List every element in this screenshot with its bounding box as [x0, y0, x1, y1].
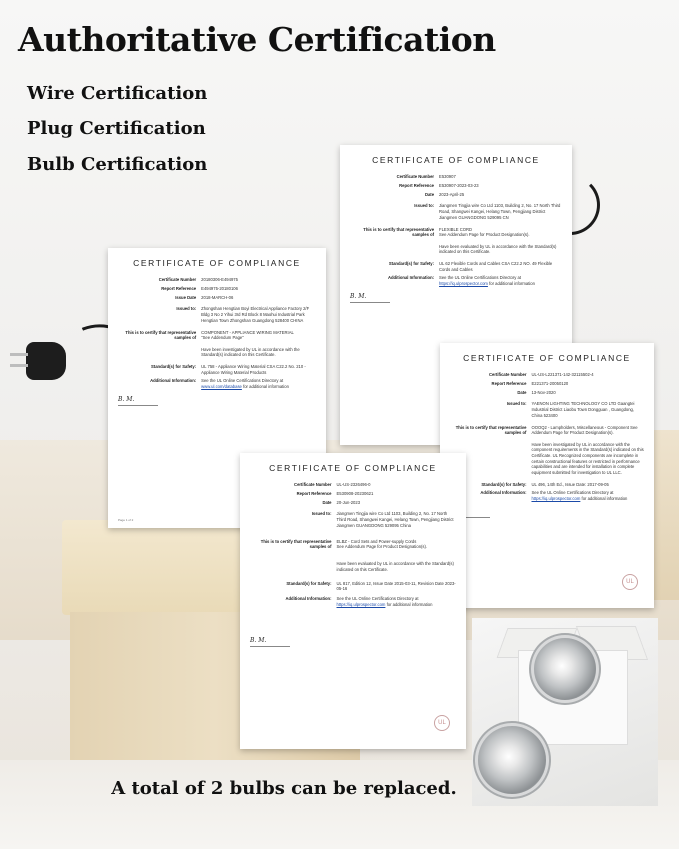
cert-report-label: Report Reference: [399, 183, 435, 189]
cert-standards: UL 496, 14th Ed., Issue Date: 2017-09-05: [531, 481, 609, 487]
cert-issued: Zhongshan Hengtian Boyi Electrical Appliance Factory 2/F Bldg 3 No 2 Yihui 3rd Rd Block 8 Maohui Industrial Park Hengtian Town Zhongshan Guangdong 528400 CHINA: [201, 306, 310, 323]
cert-evaluated: Have been evaluated by UL in accordance with the Standard(s) indicated on this Certificate.: [336, 561, 454, 572]
cert-issued-label: Issued to:: [311, 511, 332, 517]
cert-number-label: Certificate Number: [158, 277, 197, 283]
cert-additional-label: Additional Information:: [480, 490, 527, 496]
cert-product: OOOQ2 - Lampholders, Miscellaneous - Component See Addendum Page for Product Designation(s).: [531, 424, 638, 436]
page-number: Page 1 of 2: [118, 517, 134, 522]
cert-product: ELBZ - Cord Sets and Power-supply Cords: [336, 538, 417, 544]
cert-issued-label: Issued to:: [176, 306, 197, 312]
cert-certify-label: This is to certify that representative samples of: [260, 538, 332, 550]
cert-additional-tail: for additional information: [581, 495, 628, 501]
cert-date: 2018-MARCH-06: [201, 294, 234, 300]
certificate-heading: CERTIFICATE OF COMPLIANCE: [463, 353, 631, 363]
cert-number: 20180306-E494975: [201, 277, 238, 283]
signature: [450, 508, 644, 518]
cert-link[interactable]: www.ul.com/database: [201, 383, 242, 389]
cert-report-label: Report Reference: [296, 491, 332, 497]
cert-standards-label: Standard(s) for Safety:: [151, 363, 197, 369]
cert-additional-label: Additional Information:: [285, 595, 332, 601]
cert-link[interactable]: https://iq.ulprospector.com: [439, 280, 488, 286]
cert-link[interactable]: https://iq.ulprospector.com: [336, 601, 386, 607]
cert-report: E221371-20050120: [531, 381, 569, 387]
cert-additional: See the UL Online Certifications Directory at: [531, 490, 614, 496]
cert-report-label: Report Reference: [161, 286, 197, 292]
cert-additional: See the UL Online Certifications Directory at: [336, 595, 419, 601]
cert-report: E530908-20230621: [336, 491, 374, 497]
cert-additional-label: Additional Information:: [387, 275, 435, 281]
cert-certify-label: This is to certify that representative samples of: [455, 424, 527, 436]
cert-additional-label: Additional Information:: [150, 378, 197, 384]
cert-standards-label: Standard(s) for Safety:: [481, 481, 527, 487]
certificate-heading: CERTIFICATE OF COMPLIANCE: [133, 258, 301, 268]
cert-date: 2023-April-25: [439, 191, 465, 197]
cert-date-label: Date: [424, 191, 435, 197]
cert-date-label: Issue Date: [175, 294, 197, 300]
bottom-tagline: A total of 2 bulbs can be replaced.: [111, 778, 457, 799]
cert-product: COMPONENT - APPLIANCE WIRING MATERIAL: [201, 329, 294, 335]
cert-issued-label: Issued to:: [506, 401, 527, 407]
cert-evaluated: Have been evaluated by UL in accordance with the Standard(s) indicated on this Certificate.: [439, 243, 557, 255]
cert-number-label: Certificate Number: [489, 372, 527, 378]
cert-date: 20-Jun-2023: [336, 499, 361, 505]
ul-mark-icon: UL: [434, 715, 450, 731]
cert-product-note: "See Addendum Page": [201, 335, 244, 341]
cert-standards: UL 817, Edition 12, Issue Date 2015-03-11, Revision Date 2023-05-16: [336, 580, 456, 592]
ul-mark-icon: UL: [622, 574, 638, 590]
cert-issued-label: Issued to:: [414, 203, 435, 209]
cert-evaluated: Have been investigated by UL in accordance with the Standard(s) indicated on this Certificate.: [201, 346, 300, 358]
cert-number-label: Certificate Number: [294, 482, 332, 488]
cert-date-label: Date: [322, 499, 332, 505]
cert-additional-tail: for additional information: [489, 280, 535, 286]
certificate-cord-sets: [240, 453, 466, 749]
cert-standards: UL 758 - Appliance Wiring Material CSA C22.2 No. 210 - Appliance Wiring Material Products: [201, 363, 306, 375]
cert-product-note: See Addendum Page for Product Designation(s).: [439, 232, 530, 238]
cert-number: UL-US-2326496-0: [336, 482, 371, 488]
cert-issued: YAENON LIGHTING TECHNOLOGY CO LTD Gaangtei Industrial District Liaobu Town Dongguan , Guangdong, China 523400: [531, 401, 635, 418]
cert-standards-label: Standard(s) for Safety:: [286, 580, 332, 586]
page-title: Authoritative Certification: [18, 20, 496, 59]
cert-additional: See the UL Online Certifications Directory at: [439, 275, 522, 281]
certificate-heading: CERTIFICATE OF COMPLIANCE: [372, 155, 540, 165]
cert-additional-tail: for additional information: [386, 601, 433, 607]
signature: B. M.: [350, 293, 562, 303]
cert-additional-tail: for additional information: [243, 383, 289, 389]
signature: B. M.: [250, 637, 456, 647]
feature-bulb: Bulb Certification: [27, 154, 208, 175]
cert-report-label: Report Reference: [491, 381, 527, 387]
plug-icon: [26, 342, 66, 380]
cert-product: FLEXIBLE CORD: [439, 226, 473, 232]
certificate-heading: CERTIFICATE OF COMPLIANCE: [269, 463, 437, 473]
signature: B. M.: [118, 396, 316, 406]
cert-number: E530907: [439, 174, 456, 180]
cert-report: E494975-20180106: [201, 286, 238, 292]
feature-plug: Plug Certification: [27, 118, 206, 139]
cert-issued: Jiangmen Tingjia wire Co Ltd 1103, Building 2, No. 17 North Third Road, Shangwei Kangei, Helang Town, Pengjiang District Jiangmen GUANGDONG 529095 CN: [439, 203, 561, 220]
cert-link[interactable]: https://iq.ulprospector.com: [531, 495, 581, 501]
cert-report: E530907-2023-03-23: [439, 183, 479, 189]
cert-standards: UL 62 Flexible Cords and Cables CSA C22.2 NO. 49 Flexible Cords and Cables: [439, 260, 553, 272]
cert-additional: See the UL Online Certifications Directory at: [201, 378, 284, 384]
bulb-icon: [534, 638, 596, 700]
cert-number: UL-US-L221371-142-32115502-4: [531, 372, 594, 378]
feature-wire: Wire Certification: [27, 83, 208, 104]
certificate-lampholders: [440, 343, 654, 608]
cert-date: 13-Nov-2020: [531, 389, 556, 395]
cert-number-label: Certificate Number: [396, 174, 435, 180]
cert-standards-label: Standard(s) for Safety:: [388, 260, 435, 266]
cert-evaluated: Have been investigated by UL in accordance with the component requirements in the Standard(s) indicated on this Certificate. UL Recognized components are incomplete in certain constructional features or restricted in performance capabilities and are intended for installation in complete equipment submitted for investigation to UL LLC.: [531, 441, 644, 475]
cert-certify-label: This is to certify that representative samples of: [363, 226, 435, 238]
cert-certify-label: This is to certify that representative samples of: [125, 329, 197, 341]
cert-issued: Jiangmen Tingjia wire Co Ltd 1103, Building 2, No. 17 North Third Road, Shangwei Kangei, Helang Town, Pengjiang District Jiangmen GUANGDONG 529095 China: [336, 511, 454, 528]
cert-product-note: See Addendum Page for Product Designation(s).: [336, 544, 428, 550]
cert-date-label: Date: [517, 389, 527, 395]
